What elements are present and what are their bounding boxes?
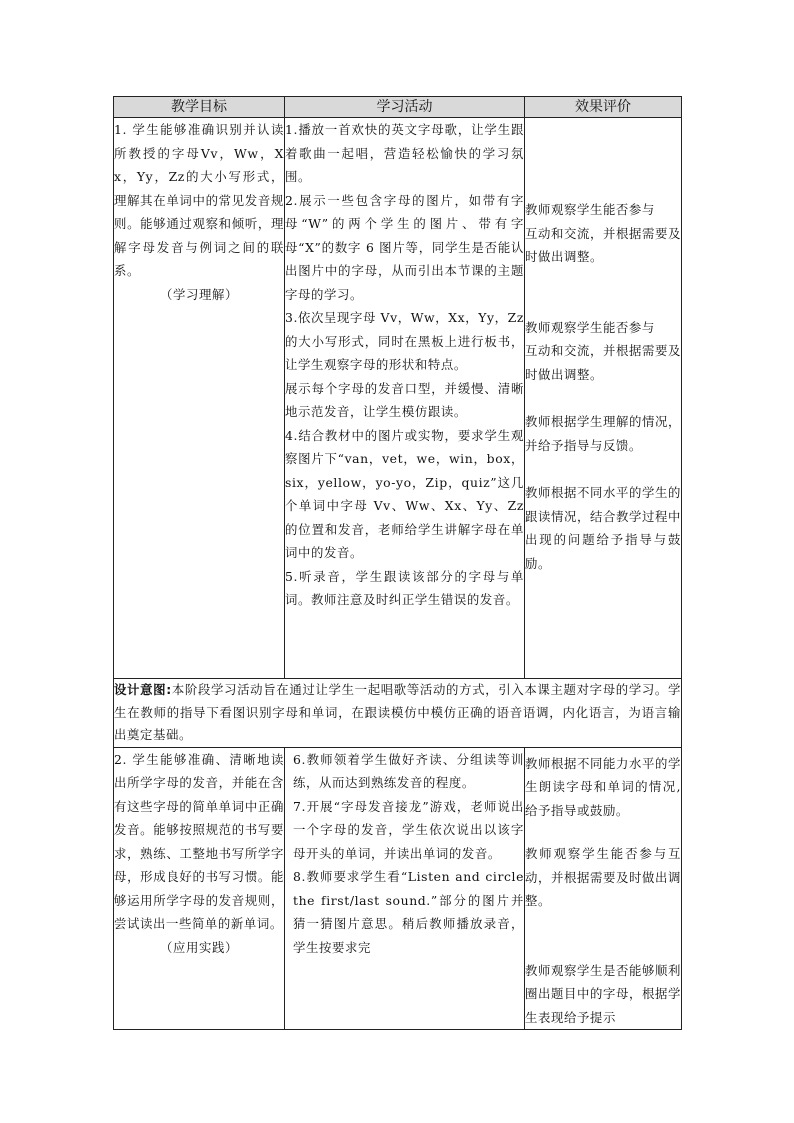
design-intent-text: 本阶段学习活动旨在通过让学生一起唱歌等活动的方式，引入本课主题对字母的学习。学生在教师的指导下看图识别字母和单词，在跟读模仿中模仿正确的语音语调，内化语言，为语言输出奠定基础。 — [114, 682, 681, 742]
evaluation-2a: 教师观察学生能否参与 — [525, 319, 655, 335]
section2-goal-cell — [114, 747, 285, 1030]
activity-5: 5.听录音，学生跟读该部分的字母与单词。教师注意及时纠正学生错误的发音。 — [285, 568, 524, 607]
activity-3: 3.依次呈现字母 Vv，Ww，Xx，Yy，Zz 的大小写形式，同时在黑板上进行板书，让学生观察字母的形状和特点。 — [285, 310, 524, 372]
header-effect-evaluation: 效果评价 — [525, 97, 682, 118]
section2-evaluation-cell — [525, 747, 682, 1030]
activity-2: 2.展示一些包含字母的图片，如带有字母“W”的两个学生的图片、带有字母“X”的数字 6 图片等，同学生是否能认出图片中的字母，从而引出本节课的主题字母的学习。 — [285, 192, 524, 302]
design-intent-cell — [114, 679, 682, 748]
activity-1: 1.播放一首欢快的英文字母歌，让学生跟着歌曲一起唱，营造轻松愉快的学习氛围。 — [285, 122, 524, 184]
activity-7: 7.开展“字母发音接龙”游戏，老师说出一个字母的发音，学生依次说出以该字母开头的单词，并读出单词的发音。 — [293, 798, 524, 861]
evaluation-1a: 教师观察学生能否参与 — [525, 202, 655, 217]
header-teaching-goal: 教学目标 — [114, 97, 285, 118]
section2-row — [114, 747, 682, 1030]
design-intent-label: 设计意图: — [114, 682, 172, 697]
activity-8: 8.教师要求学生看“Listen and circle the first/last sound.”部分的图片并猜一猜图片意思。稍后教师播放录音，学生按要求完 — [293, 869, 524, 955]
lesson-plan-table — [113, 96, 682, 1030]
section2-activities-cell — [285, 747, 525, 1030]
section2-goal-tag: （应用实践） — [160, 939, 238, 955]
activity-4: 4.结合教材中的图片或实物，要求学生观察图片下“van，vet，we，win，box，six，yellow，yo-yo，Zip，quiz”这几个单词中字母 Vv、Ww、Xx、Yy、Zz 的位置和发音，老师给学生讲解字母在单词中的发音。 — [285, 427, 524, 560]
table-header-row — [114, 97, 682, 118]
section1-evaluation-cell — [525, 118, 682, 679]
activity-3b: 展示每个字母的发音口型，并缓慢、清晰地示范发音，让学生模仿跟读。 — [285, 380, 524, 419]
evaluation-2b: 互动和交流，并根据需要及时做出调整。 — [525, 343, 681, 382]
section1-activities-cell — [285, 118, 525, 679]
evaluation-6: 教师观察学生能否参与互动，并根据需要及时做出调整。 — [525, 846, 681, 908]
design-intent-row — [114, 679, 682, 748]
evaluation-4: 教师根据不同水平的学生的跟读情况，结合教学过程中出现的问题给予指导与鼓励。 — [525, 485, 681, 571]
evaluation-7: 教师观察学生是否能够顺利圈出题目中的字母，根据学生表现给予提示 — [525, 962, 681, 1025]
section1-goal-cell — [114, 118, 285, 679]
section1-goal-text: 1. 学生能够准确识别并认读所教授的字母Vv，Ww，Xx，Yy，Zz的大小写形式，理解其在单词中的常见发音规则。能够通过观察和倾听，理解字母发音与例词之间的联系。 — [114, 122, 284, 278]
section1-row — [114, 118, 682, 679]
evaluation-5: 教师根据不同能力水平的学生朗读字母和单词的情况,给予指导或鼓励。 — [525, 755, 681, 818]
section1-goal-tag: （学习理解） — [160, 286, 238, 302]
section2-goal-text: 2. 学生能够准确、清晰地读出所学字母的发音，并能在含有这些字母的简单单词中正确发音。能够按照规范的书写要求，熟练、工整地书写所学字母，形成良好的书写习惯。能够运用所学字母的发音规则，尝试读出一些简单的新单词。 — [114, 751, 284, 931]
header-learning-activity: 学习活动 — [285, 97, 525, 118]
evaluation-1b: 互动和交流，并根据需要及时做出调整。 — [525, 225, 681, 264]
evaluation-3: 教师根据学生理解的情况，并给予指导与反馈。 — [525, 414, 681, 453]
activity-6: 6.教师领着学生做好齐读、分组读等训练，从而达到熟练发音的程度。 — [293, 751, 524, 790]
